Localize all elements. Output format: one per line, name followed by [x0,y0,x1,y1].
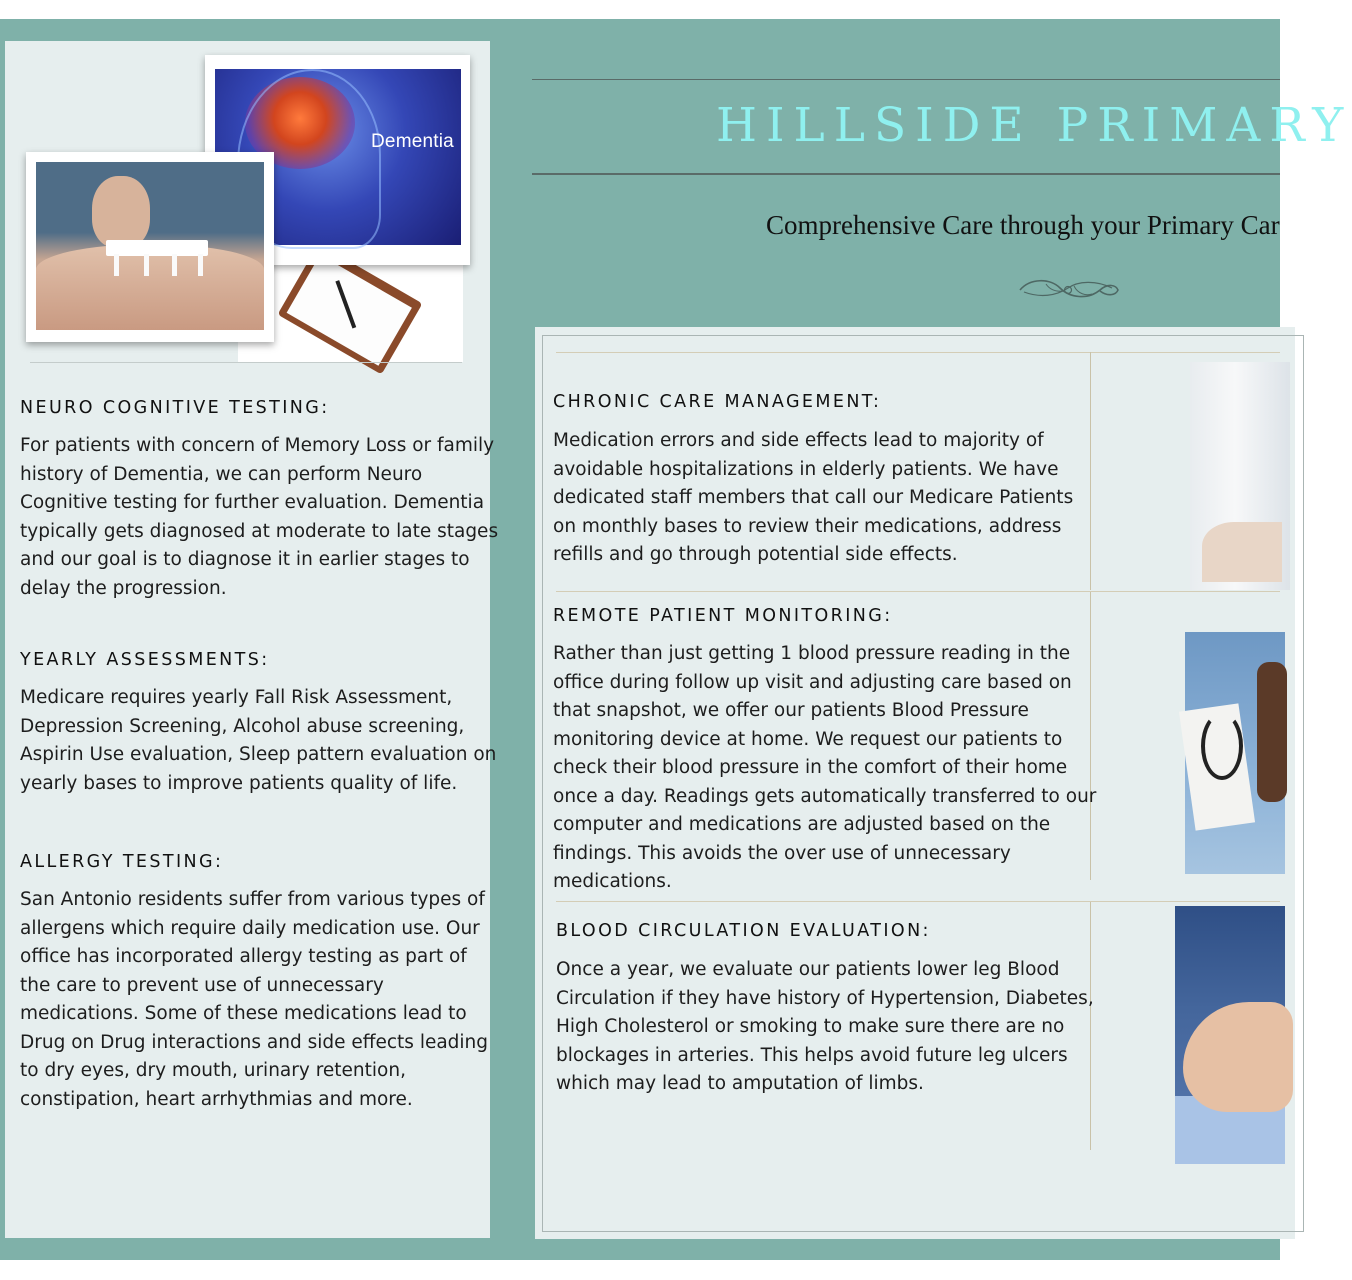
body-line: check their blood pressure in the comfort of their home [553,757,1068,778]
section-body-remote [553,640,1096,897]
body-line: that snapshot, we offer our patients Blood Pressure [553,700,1029,721]
body-line: dedicated staff members that call our Medicare Patients [553,487,1074,508]
section-title-neuro: NEURO COGNITIVE TESTING: [20,398,330,418]
circulation-photo [1175,906,1285,1164]
section-title-chronic: CHRONIC CARE MANAGEMENT: [553,392,882,412]
body-line: allergens which require daily medication use. Our [20,917,480,939]
remote-monitoring-photo [1185,632,1285,874]
page-title: HILLSIDE PRIMARY [716,98,1352,153]
section-body-neuro [20,432,498,603]
chronic-care-photo [1190,362,1290,590]
stethoscope-icon [1201,712,1243,780]
body-line: history of Dementia, we can perform Neuro [20,463,423,485]
dementia-label: Dementia [371,131,454,152]
body-line: Medicare requires yearly Fall Risk Assessment, [20,687,453,708]
arm-image [36,244,264,330]
section-body-allergy [20,886,488,1114]
body-line: on monthly bases to review their medications, address [553,515,1062,537]
left-divider [30,362,462,363]
body-line: Once a year, we evaluate our patients lower leg Blood [556,959,1060,980]
body-line: Rather than just getting 1 blood pressure reading in the [553,643,1071,664]
body-line: monitoring device at home. We request our patients to [553,728,1063,750]
allergy-test-photo [26,152,274,342]
body-line: computer and medications are adjusted based on the [553,814,1051,835]
panel-rule-1 [556,591,1280,592]
body-line: and our goal is to diagnose it in earlier stages to [20,549,470,570]
column-divider [1090,352,1091,590]
body-line: Aspirin Use evaluation, Sleep pattern evaluation on [20,744,497,765]
body-line: Cognitive testing for further evaluation. Dementia [20,492,485,513]
body-line: blockages in arteries. This helps avoid future leg ulcers [556,1044,1068,1066]
body-line: delay the progression. [20,577,227,599]
section-title-yearly: YEARLY ASSESSMENTS: [20,650,270,670]
body-line: For patients with concern of Memory Loss or family [20,435,495,456]
header-rule-top [532,79,1280,80]
header-rule-bottom [532,173,1280,175]
body-line: San Antonio residents suffer from various types of [20,889,485,910]
section-title-circulation: BLOOD CIRCULATION EVALUATION: [556,921,931,941]
body-line: Medication errors and side effects lead to majority of [553,430,1044,451]
body-line: office has incorporated allergy testing as part of [20,946,467,967]
body-line: High Cholesterol or smoking to make sure there are no [556,1016,1065,1037]
body-line: findings. This avoids the over use of unnecessary [553,842,1011,864]
section-body-chronic [553,427,1073,570]
body-line: Drug on Drug interactions and side effects leading [20,1031,489,1053]
section-title-allergy: ALLERGY TESTING: [20,852,224,872]
body-line: refills and go through potential side effects. [553,544,958,565]
body-line: to dry eyes, dry mouth, urinary retention, [20,1060,406,1081]
body-line: Depression Screening, Alcohol abuse screening, [20,715,465,737]
section-body-yearly [20,684,496,798]
page-subtitle: Comprehensive Care through your Primary Car [766,210,1280,240]
body-line: medications. Some of these medications lead to [20,1003,467,1024]
body-line: office during follow up visit and adjusting care based on [553,671,1072,693]
body-line: the care to prevent use of unnecessary [20,974,384,996]
body-line: typically gets diagnosed at moderate to late stages [20,520,499,542]
flourish-ornament-icon [1016,272,1122,306]
section-title-remote: REMOTE PATIENT MONITORING: [553,606,893,626]
section-body-circulation [556,956,1094,1099]
body-line: once a day. Readings gets automatically transferred to our [553,785,1097,807]
panel-rule-top [556,352,1280,353]
body-line: which may lead to amputation of limbs. [556,1073,924,1094]
panel-rule-2 [556,901,1280,902]
body-line: Circulation if they have history of Hypertension, Diabetes, [556,987,1094,1009]
body-line: avoidable hospitalizations in elderly patients. We have [553,458,1059,480]
body-line: medications. [553,871,672,892]
body-line: yearly bases to improve patients quality of life. [20,772,458,794]
body-line: constipation, heart arrhythmias and more. [20,1088,413,1110]
foot-image [1183,1002,1293,1112]
hand-image [92,176,150,248]
allergy-device-icon [106,240,208,256]
